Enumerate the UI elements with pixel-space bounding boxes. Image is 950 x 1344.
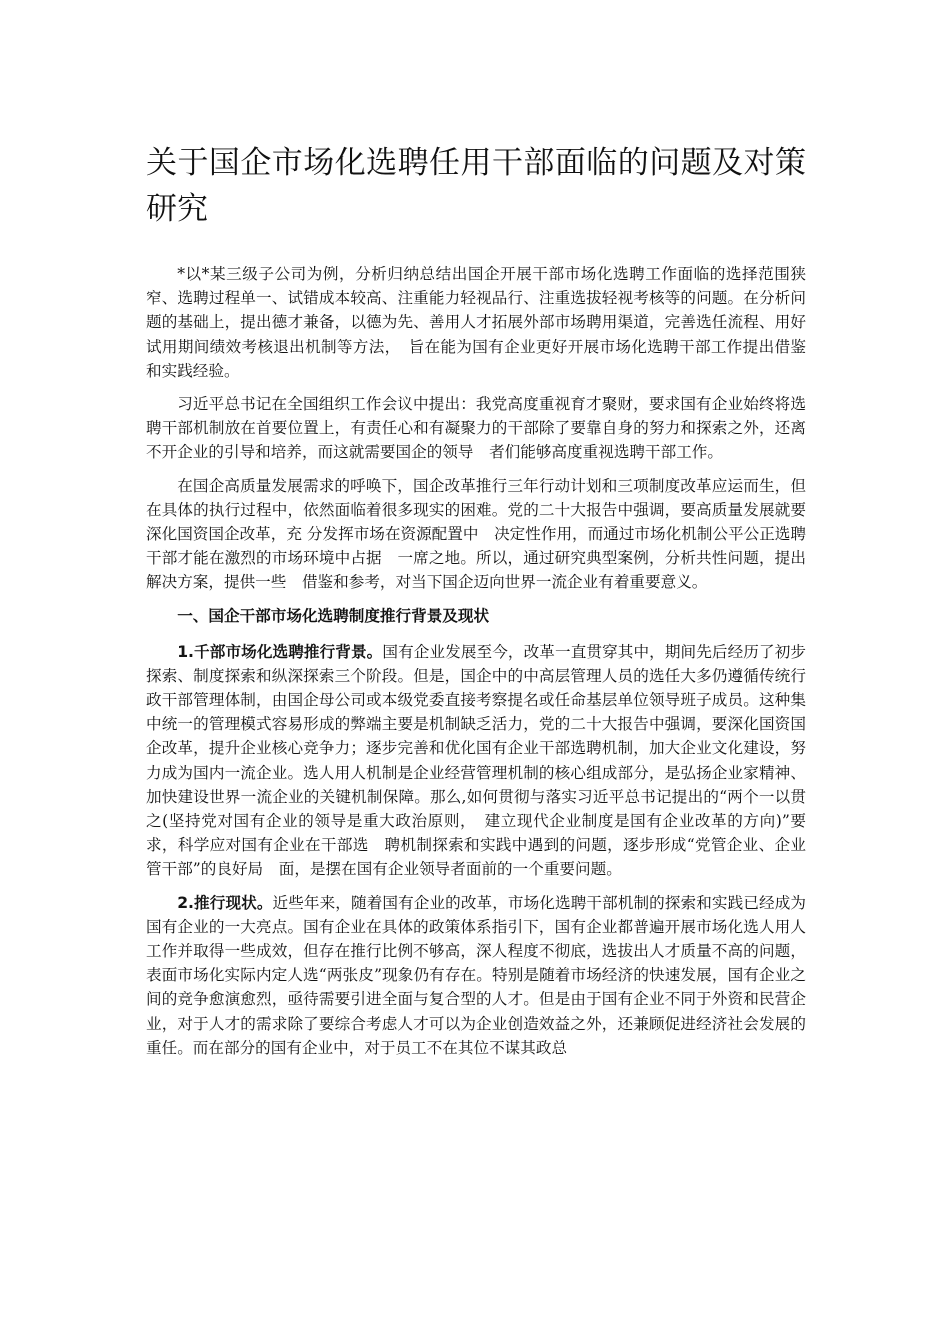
section-item-2 [146,891,806,1060]
intro-paragraph-2: 在国企高质量发展需求的呼唤下，国企改革推行三年行动计划和三项制度改革应运而生，但在具体的执行过程中，依然面临着很多现实的困难。党的二十大报告中强调，要高质量发展就要深化国资国企改革，充 分发挥市场在资源配置中 决定性作用，而通过市场化机制公平公正选聘干部才能在激烈的市场环境中占据 一席之地。所以，通过研究典型案例，分析共性问题，提出解决方案，提供一些 借鉴和参考，对当下国企迈向世界一流企业有着重要意义。 [146,476,806,592]
section-heading: 一、国企干部市场化选聘制度推行背景及现状 [177,606,490,625]
section-item-1 [146,640,806,882]
document-body [146,140,806,1069]
section-item-1-body: 国有企业发展至今，改革一直贯穿其中，期间先后经历了初步探索、制度探索和纵深探索三个阶段。但是，国企中的中高层管理人员的选任大多仍遵循传统行政干部管理体制，由国企母公司或本级党委直接考察提名或任命基层单位领导班子成员。这种集中统一的管理模式容易形成的弊端主要是机制缺乏活力，党的二十大报告中强调，要深化国资国企改革，提升企业核心竞争力；逐步完善和优化国有企业干部选聘机制，加大企业文化建设，努力成为国内一流企业。选人用人机制是企业经营管理机制的核心组成部分，是弘扬企业家精神、加快建设世界一流企业的关键机制保障。那么,如何贯彻与落实习近平总书记提出的“两个一以贯之(坚持党对国有企业的领导是重大政治原则， 建立现代企业制度是国有企业改革的方向)”要求，科学应对国有企业在干部选 聘机制探索和实践中遇到的问题，逐步形成“党管企业、企业管干部”的良好局 面，是摆在国有企业领导者面前的一个重要问题。 [146,642,806,879]
document-title: 关于国企市场化选聘任用干部面临的问题及对策研究 [146,145,806,227]
section-item-2-body: 近些年来，随着国有企业的改革，市场化选聘干部机制的探索和实践已经成为国有企业的一大亮点。国有企业在具体的政策体系指引下，国有企业都普遍开展市场化选人用人工作并取得一些成效，但存在推行比例不够高，深人程度不彻底，选拔出人才质量不高的问题，表面市场化实际内定人选“两张皮”现象仍有存在。特别是随着市场经济的快速发展，国有企业之间的竞争愈演愈烈，亟待需要引进全面与复合型的人才。但是由于国有企业不同于外资和民营企业，对于人才的需求除了要综合考虑人才可以为企业创造效益之外，还兼顾促进经济社会发展的重任。而在部分的国有企业中，对于员工不在其位不谋其政总 [146,893,806,1057]
intro-paragraph-1: 习近平总书记在全国组织工作会议中提出：我党高度重视育才聚财，要求国有企业始终将选聘干部机制放在首要位置上，有责任心和有凝聚力的干部除了要靠自身的努力和探索之外，还离不开企业的引导和培养，而这就需要国企的领导 者们能够高度重视选聘干部工作。 [146,395,806,462]
section-item-1-lead: 1.千部市场化选聘推行背景。 [177,642,383,661]
abstract-paragraph: *以*某三级子公司为例，分析归纳总结出国企开展干部市场化选聘工作面临的选择范围狭窄、选聘过程单一、试错成本较高、注重能力轻视品行、注重选拔轻视考核等的问题。在分析问题的基础上，提出德才兼备，以德为先、善用人才拓展外部市场聘用渠道，完善选任流程、用好试用期间绩效考核退出机制等方法， 旨在能为国有企业更好开展市场化选聘干部工作提出借鉴和实践经验。 [146,265,806,380]
section-item-2-lead: 2.推行现状。 [177,893,273,912]
